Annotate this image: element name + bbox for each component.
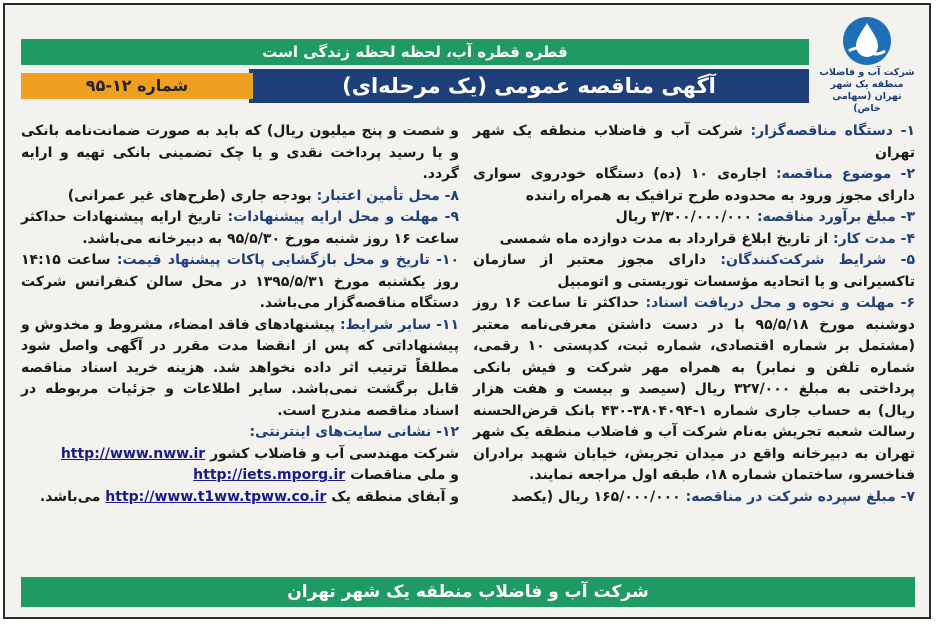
item-11: ۱۱- سایر شرایط: پیشنهادهای فاقد امضاء، مشروط و مخدوش و پیشنهاداتی که پس از انقضا مدت مقرر در آگهی واصل شود مطلقاً ترتیب اثر داده نخواهد شد. هزینه خرید اسناد مناقصه قابل برگشت نمی‌باشد. سایر اطلاعات و جزئیات مربوطه در اسناد مناقصه مندرج است. (21, 316, 459, 419)
link-nww[interactable]: http://www.nww.ir (60, 445, 206, 462)
link-iets[interactable]: http://iets.mporg.ir (193, 467, 346, 483)
site-line-3: و آبفای منطقه یک http://www.t1ww.tpww.co.ir می‌باشد. (39, 488, 459, 505)
water-drop-logo-icon (841, 15, 893, 67)
item-3: ۳- مبلغ برآورد مناقصه: ۳/۳۰۰/۰۰۰/۰۰۰ ریال (615, 209, 915, 225)
page-title: آگهی مناقصه عمومی (یک مرحله‌ای) (249, 69, 809, 103)
item-2: ۲- موضوع مناقصه: اجاره‌ی ۱۰ (ده) دستگاه خودروی سواری دارای مجوز ورود به محدوده طرح ترافیک به همراه راننده (473, 166, 915, 204)
site-line-2: و ملی مناقصات http://iets.mporg.ir (193, 467, 459, 483)
item-1: ۱- دستگاه مناقصه‌گزار: شرکت آب و فاضلاب منطقه یک شهر تهران (473, 123, 915, 161)
item-7: ۷- مبلغ سپرده شرکت در مناقصه: ۱۶۵/۰۰۰/۰۰۰ ریال (یکصد (511, 488, 915, 505)
right-column (473, 121, 915, 508)
company-logo (819, 15, 915, 119)
item-5: ۵- شرایط شرکت‌کنندگان: دارای مجوز معتبر از سازمان تاکسیرانی و یا اتحادیه مؤسسات توریستی و اتومبیل (473, 252, 915, 290)
item-4: ۴- مدت کار: از تاریخ ابلاغ قرارداد به مدت دوازده ماه شمسی (499, 230, 915, 247)
item-8: ۸- محل تأمین اعتبار: بودجه جاری (طرح‌های غیر عمرانی) (67, 187, 459, 204)
link-t1ww[interactable]: http://www.t1ww.tpww.co.ir (105, 488, 327, 505)
tender-number: شماره ۱۲-۹۵ (21, 73, 253, 99)
item-6: ۶- مهلت و نحوه و محل دریافت اسناد: حداکثر تا ساعت ۱۶ روز دوشنبه مورخ ۹۵/۵/۱۸ با در دست داشتن معرفی‌نامه معتبر (مشتمل بر شماره اقتصادی، شماره ثبت، کدپستی ۱۰ رقمی، شماره تلفن و نمابر) به همراه مهر شرکت و فیش بانکی پرداختی به مبلغ ۳۲۷/۰۰۰ ریال (سیصد و بیست و هفت هزار ریال) به حساب جاری شماره ۱-۳۸۰۴۰۹۴-۴۳۰ بانک قرض‌الحسنه رسالت شعبه تجریش به‌نام شرکت آب و فاضلاب منطقه یک شهر تهران به دبیرخانه واقع در میدان تجریش، خیابان شهید برادران فناخسرو، ساختمان شماره ۱۸، طبقه اول مراجعه نمایند. (473, 295, 916, 483)
item-12-label: ۱۲- نشانی سایت‌های اینترنتی: (249, 424, 459, 440)
left-column (21, 121, 459, 508)
item-9: ۹- مهلت و محل ارایه پیشنهادات: تاریخ ارایه پیشنهادات حداکثر ساعت ۱۶ روز شنبه مورخ ۹۵/۵/۳۰ به دبیرخانه می‌باشد. (21, 209, 459, 247)
item-10: ۱۰- تاریخ و محل بازگشایی پاکات پیشنهاد قیمت: ساعت ۱۴:۱۵ روز یکشنبه مورخ ۱۳۹۵/۵/۳۱ در محل سالن کنفرانس شرکت دستگاه مناقصه‌گزار می‌باشد. (21, 252, 460, 311)
advertisement-frame (3, 3, 931, 619)
footer-bar: شرکت آب و فاضلاب منطقه یک شهر تهران (21, 577, 915, 607)
item-7-continuation: و شصت و پنج میلیون ریال) که باید به صورت ضمانت‌نامه بانکی و یا رسید پرداخت نقدی و یا چک تضمینی بانکی تهیه و ارایه گردد. (21, 123, 459, 182)
site-line-1: شرکت مهندسی آب و فاضلاب کشور http://www.nww.ir (60, 445, 459, 462)
title-row (21, 69, 809, 103)
logo-label: شرکت آب و فاضلاب منطقه یک شهر تهران (سهامی خاص) (819, 67, 915, 114)
slogan-bar: قطره قطره آب، لحظه لحظه زندگی است (21, 39, 809, 65)
